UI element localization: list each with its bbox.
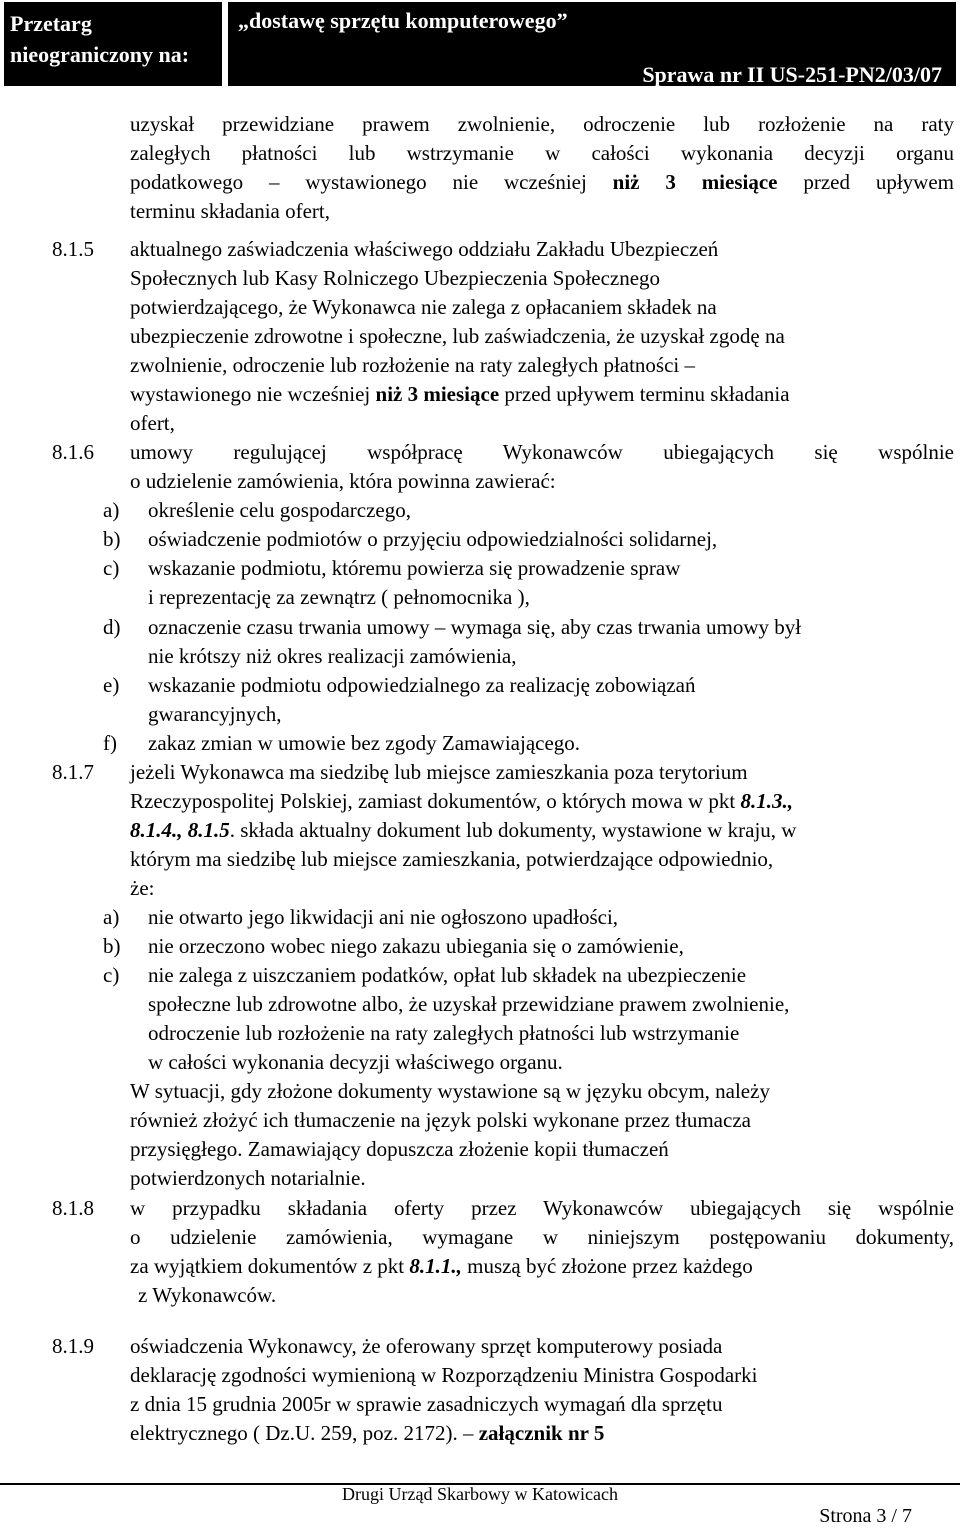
text-line: zwolnienie, odroczenie lub rozłożenie na raty zaległych płatności – xyxy=(130,353,696,377)
tender-type-line1: Przetarg xyxy=(10,11,92,36)
text-span: . składa aktualny dokument lub dokumenty, wystawione w kraju, w xyxy=(229,818,797,842)
item-number: 8.1.7 xyxy=(52,760,94,784)
text-line: deklarację zgodności wymienioną w Rozporządzeniu Ministra Gospodarki xyxy=(130,1363,758,1387)
text-line xyxy=(130,817,796,844)
text-span: elektrycznego ( Dz.U. 259, poz. 2172). – xyxy=(130,1421,479,1445)
list-marker: f) xyxy=(103,731,117,755)
text-line: oświadczenia Wykonawcy, że oferowany sprzęt komputerowy posiada xyxy=(130,1334,723,1358)
text-line: aktualnego zaświadczenia właściwego oddziału Zakładu Ubezpieczeń xyxy=(130,237,719,261)
text-span: przed upływem terminu składania xyxy=(499,382,790,406)
text-line: o udzielenie zamówienia, która powinna zawierać: xyxy=(130,469,556,493)
list-item: wskazanie podmiotu, któremu powierza się prowadzenie spraw xyxy=(148,556,681,580)
list-item: wskazanie podmiotu odpowiedzialnego za realizację zobowiązań xyxy=(148,673,696,697)
text-line: z dnia 15 grudnia 2005r w sprawie zasadniczych wymagań dla sprzętu xyxy=(130,1392,723,1416)
text-line: potwierdzonych notarialnie. xyxy=(130,1166,366,1190)
emphasis-text: niż 3 miesiące xyxy=(612,170,778,194)
text-line xyxy=(130,169,954,196)
tender-type-line2: nieograniczony na: xyxy=(10,42,190,67)
text-line: w przypadku składania oferty przez Wykonawców ubiegających się wspólnie xyxy=(130,1196,954,1220)
text-line: ofert, xyxy=(130,411,175,435)
text-line: przysięgłego. Zamawiający dopuszcza złożenie kopii tłumaczeń xyxy=(130,1137,669,1161)
text-span: wystawionego nie wcześniej xyxy=(130,382,376,406)
list-item: zakaz zmian w umowie bez zgody Zamawiającego. xyxy=(148,731,581,755)
section-reference: 8.1.4., 8.1.5 xyxy=(130,818,230,842)
text-span: za wyjątkiem dokumentów z pkt xyxy=(130,1254,410,1278)
text-line: zaległych płatności lub wstrzymanie w całości wykonania decyzji organu xyxy=(130,141,954,165)
text-line: W sytuacji, gdy złożone dokumenty wystawione są w języku obcym, należy xyxy=(130,1079,770,1103)
list-item: odroczenie lub rozłożenie na raty zaległych płatności lub wstrzymanie xyxy=(148,1021,740,1045)
list-marker: d) xyxy=(103,615,121,639)
list-marker: c) xyxy=(103,963,120,987)
item-number: 8.1.6 xyxy=(52,440,94,464)
list-marker: e) xyxy=(103,673,120,697)
text-line: że: xyxy=(130,876,155,900)
list-item: gwarancyjnych, xyxy=(148,702,282,726)
text-line: Społecznych lub Kasy Rolniczego Ubezpieczenia Społecznego xyxy=(130,266,661,290)
list-item: i reprezentację za zewnątrz ( pełnomocnika ), xyxy=(148,585,530,609)
page-number: Strona 3 / 7 xyxy=(819,1505,912,1527)
section-reference: 8.1.3., xyxy=(740,789,793,813)
list-item: nie orzeczono wobec niego zakazu ubiegania się o zamówienie, xyxy=(148,934,684,958)
text-span: muszą być złożone przez każdego xyxy=(461,1254,753,1278)
list-item: nie krótszy niż okres realizacji zamówienia, xyxy=(148,644,517,668)
list-marker: b) xyxy=(103,934,121,958)
list-marker: c) xyxy=(103,556,120,580)
text-span: Rzeczypospolitej Polskiej, zamiast dokumentów, o których mowa w pkt xyxy=(130,789,741,813)
list-item: określenie celu gospodarczego, xyxy=(148,498,411,522)
list-item: w całości wykonania decyzji właściwego organu. xyxy=(148,1050,563,1074)
list-item: społeczne lub zdrowotne albo, że uzyskał przewidziane prawem zwolnienie, xyxy=(148,992,790,1016)
section-reference: 8.1.1., xyxy=(409,1254,462,1278)
item-number: 8.1.9 xyxy=(52,1334,94,1358)
list-item: oświadczenie podmiotów o przyjęciu odpowiedzialności solidarnej, xyxy=(148,527,718,551)
text-line: ubezpieczenie zdrowotne i społeczne, lub zaświadczenia, że uzyskał zgodę na xyxy=(130,324,785,348)
text-line xyxy=(130,1420,604,1447)
text-span: przed upływem xyxy=(777,170,954,194)
text-line: którym ma siedzibę lub miejsce zamieszkania, potwierdzające odpowiednio, xyxy=(130,847,774,871)
footer-office: Drugi Urząd Skarbowy w Katowicach xyxy=(342,1484,618,1504)
tender-title-box xyxy=(228,2,956,86)
document-header xyxy=(0,0,960,88)
text-line: również złożyć ich tłumaczenie na język polski wykonane przez tłumacza xyxy=(130,1108,751,1132)
tender-title: „dostawę sprzętu komputerowego” xyxy=(238,8,568,33)
text-line: z Wykonawców. xyxy=(138,1283,277,1307)
list-marker: a) xyxy=(103,905,120,929)
text-line: o udzielenie zamówienia, wymagane w niniejszym postępowaniu dokumenty, xyxy=(130,1225,954,1249)
text-line xyxy=(130,381,790,408)
attachment-reference: załącznik nr 5 xyxy=(478,1421,605,1445)
list-marker: b) xyxy=(103,527,121,551)
emphasis-text: niż 3 miesiące xyxy=(375,382,500,406)
text-line: terminu składania ofert, xyxy=(130,199,331,223)
list-item: oznaczenie czasu trwania umowy – wymaga się, aby czas trwania umowy był xyxy=(148,615,802,639)
text-line xyxy=(130,788,793,815)
text-line: jeżeli Wykonawca ma siedzibę lub miejsce zamieszkania poza terytorium xyxy=(130,760,748,784)
tender-type-label xyxy=(4,2,222,86)
list-marker: a) xyxy=(103,498,120,522)
case-reference: Sprawa nr II US-251-PN2/03/07 xyxy=(642,62,942,87)
list-item: nie zalega z uiszczaniem podatków, opłat lub składek na ubezpieczenie xyxy=(148,963,747,987)
text-line: uzyskał przewidziane prawem zwolnienie, odroczenie lub rozłożenie na raty xyxy=(130,112,954,136)
text-line: potwierdzającego, że Wykonawca nie zalega z opłacaniem składek na xyxy=(130,295,717,319)
item-number: 8.1.8 xyxy=(52,1196,94,1220)
text-line xyxy=(130,1253,753,1280)
list-item: nie otwarto jego likwidacji ani nie ogłoszono upadłości, xyxy=(148,905,619,929)
text-line: umowy regulującej współpracę Wykonawców ubiegających się wspólnie xyxy=(130,440,954,464)
text-span: podatkowego – wystawionego nie wcześniej xyxy=(130,170,613,194)
item-number: 8.1.5 xyxy=(52,237,94,261)
